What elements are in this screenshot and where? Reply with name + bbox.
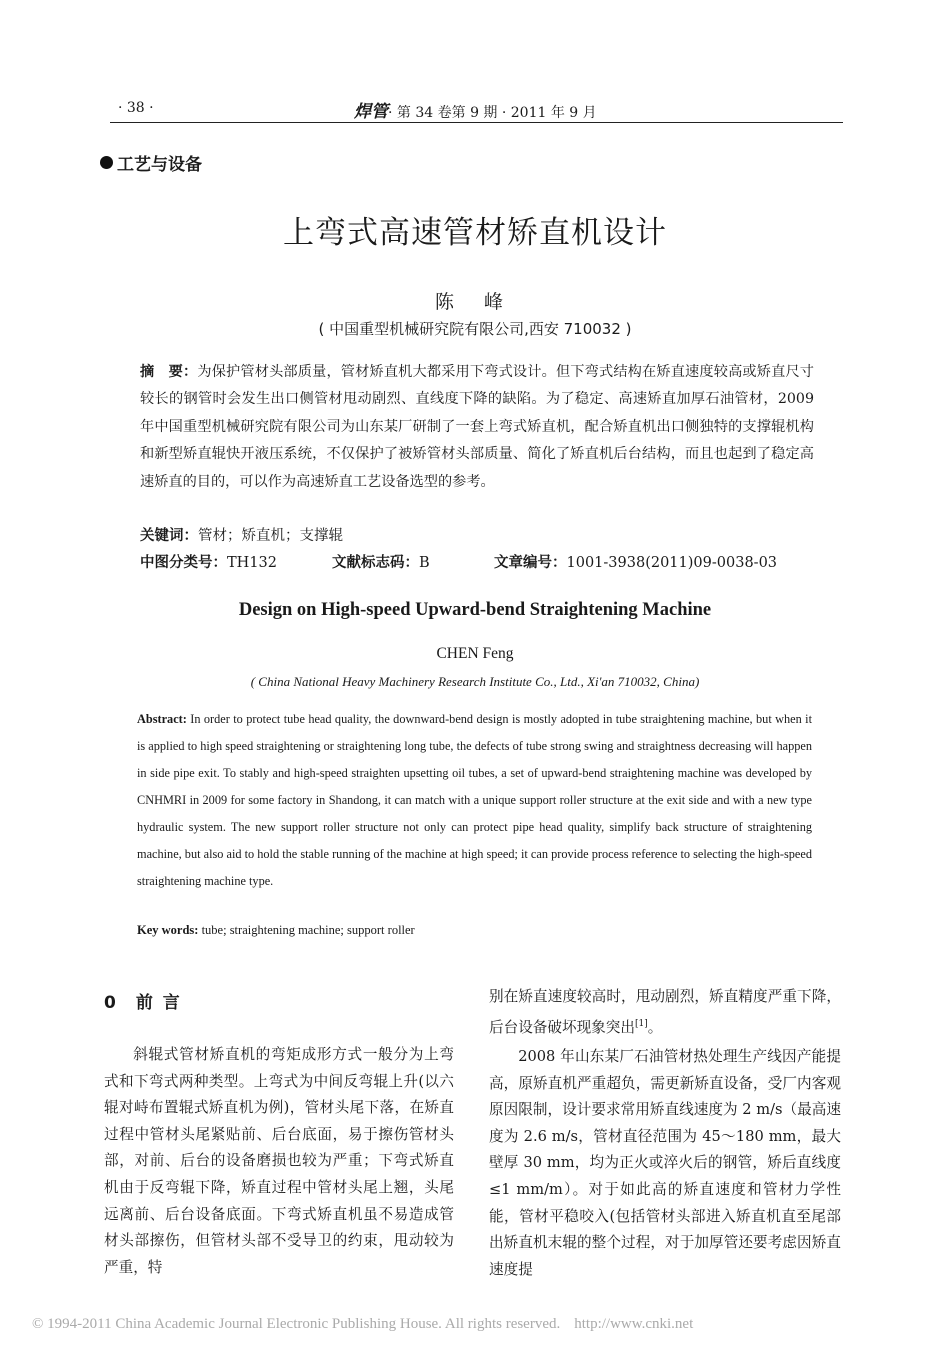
abstract-cn-label: 摘 要： (140, 364, 198, 380)
keywords-en-text: tube; straightening machine; support roller (201, 923, 415, 937)
section-title: 前 言 (135, 993, 182, 1013)
paragraph: 斜辊式管材矫直机的弯矩成形方式一般分为上弯式和下弯式两种类型。上弯式为中间反弯辊上升(以六辊对峙布置辊式矫直机为例)，管材头尾下落，在矫直过程中管材头尾紧贴前、后台底面，易于擦伤管材头部，对前、后台的设备磨损也较为严重；下弯式矫直机由于反弯辊下降，矫直过程中管材头尾上翘，头尾远离前、后台设备底面。下弯式矫直机虽不易造成管材头部擦伤，但管材头部不受导卫的约束，甩动较为严重，特 (104, 1046, 454, 1276)
article-no-value: 1001-3938(2011)09-0038-03 (566, 555, 778, 571)
section-number: 0 (104, 993, 118, 1013)
paper-title-en: Design on High-speed Upward-bend Straightening Machine (238, 600, 712, 620)
document-code (332, 551, 430, 572)
clc-label: 中图分类号： (140, 555, 227, 571)
keywords-cn-text: 管材；矫直机；支撑辊 (198, 528, 343, 544)
paragraph-continued (489, 984, 841, 1041)
keywords-en-label: Key words: (137, 923, 199, 937)
clc-value: TH132 (227, 555, 277, 571)
doc-code-value: B (419, 555, 430, 571)
copyright-text: © 1994-2011 China Academic Journal Electronic Publishing House. All rights reserved. (32, 1316, 561, 1332)
paragraph-end: 。 (647, 1018, 663, 1036)
affiliation-en: ( China National Heavy Machinery Research Institute Co., Ltd., Xi'an 710032, China) (250, 674, 700, 689)
body-column-left (104, 1042, 454, 1281)
paper-title-cn: 上弯式高速管材矫直机设计 (283, 215, 667, 251)
abstract-cn-text: 为保护管材头部质量，管材矫直机大都采用下弯式设计。但下弯式结构在矫直速度较高或矫直尺寸较长的钢管时会发生出口侧管材甩动剧烈、直线度下降的缺陷。为了稳定、高速矫直加厚石油管材，2009 年中国重型机械研究院有限公司为山东某厂研制了一套上弯式矫直机，配合矫直机出口侧独特的支撑辊机构和新型矫直辊快开液压系统，不仅保护了被矫管材头部质量、简化了矫直机后台结构，而且也起到了稳定高速矫直的目的，可以作为高速矫直工艺设备选型的参考。 (140, 364, 814, 490)
doc-code-label: 文献标志码： (332, 555, 419, 571)
article-no-label: 文章编号： (494, 555, 567, 571)
clc-number (140, 551, 277, 572)
abstract-en (137, 706, 812, 895)
bullet-icon (100, 156, 113, 169)
section-tag-label: 工艺与设备 (117, 155, 202, 175)
abstract-en-label: Abstract: (137, 712, 187, 726)
author-cn: 陈 峰 (434, 291, 516, 313)
cnki-url: http://www.cnki.net (574, 1316, 694, 1332)
page-number: · 38 · (118, 100, 154, 116)
abstract-cn (140, 359, 814, 496)
copyright-footer (32, 1316, 693, 1333)
reference-marker: [1] (634, 1018, 648, 1029)
section-tag (100, 150, 202, 175)
keywords-en (137, 923, 415, 938)
paragraph-text: 别在矫直速度较高时，甩动剧烈，矫直精度严重下降，后台设备破坏现象突出 (489, 988, 841, 1036)
affiliation-cn: ( 中国重型机械研究院有限公司,西安 710032 ) (318, 320, 632, 338)
keywords-cn-label: 关键词： (140, 528, 198, 544)
header-rule (110, 122, 843, 123)
paragraph: 2008 年山东某厂石油管材热处理生产线因产能提高，原矫直机严重超负，需更新矫直设备，受厂内客观原因限制，设计要求常用矫直线速度为 2 m/s（最高速度为 2.6 m/s，管材直径范围为 45～180 mm，最大壁厚 30 mm，均为正火或淬火后的钢管，矫后直线度≤1 mm/m）。对于如此高的矫直速度和管材力学性能，管材平稳咬入(包括管材头部进入矫直机直至尾部出矫直机末辊的整个过程，对于加厚管还要考虑因矫直速度提 (489, 1048, 841, 1278)
keywords-cn (140, 524, 343, 545)
abstract-en-text: In order to protect tube head quality, the downward-bend design is mostly adopted in tube straightening machine, but when it is applied to high speed straightening or straightening long tube, the defects of tube strong swing and straightness decreasing will happen in side pipe exit. To stably and high-speed straighten upsetting oil tubes, a set of upward-bend straightening machine was developed by CNHMRI in 2009 for some factory in Shandong, it can match with a unique support roller structure at the exit side and with a new type hydraulic system. The new support roller structure not only can protect pipe head quality, simplify back structure of straightening machine, but also aid to hold the stable running of the machine at high speed; it can provide process reference to selecting the high-speed straightening machine type. (137, 712, 813, 888)
section-heading (104, 988, 182, 1013)
body-column-right (489, 984, 841, 1283)
issue-info: · 第 34 卷第 9 期 · 2011 年 9 月 (388, 105, 597, 121)
journal-name: 焊管 (354, 102, 388, 122)
author-en: CHEN Feng (436, 645, 514, 662)
article-number (494, 551, 777, 572)
running-head (354, 97, 597, 122)
